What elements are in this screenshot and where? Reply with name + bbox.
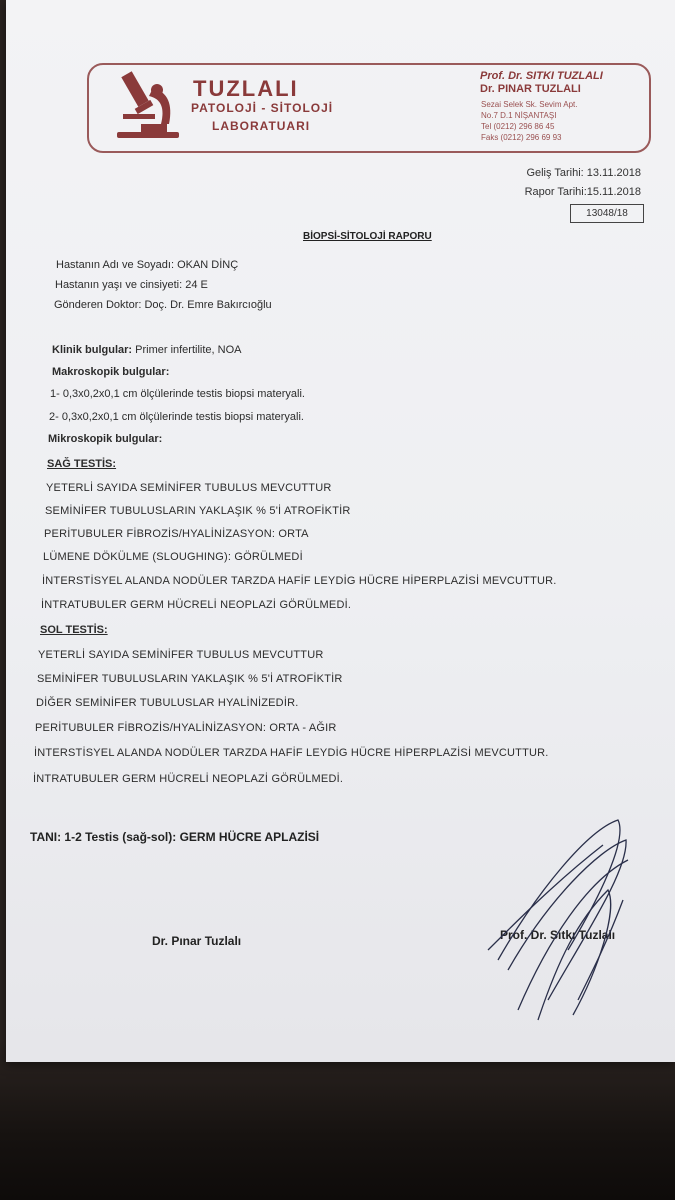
signature-name-right: Prof. Dr. Sıtkı Tuzlalı [500, 928, 616, 942]
lab-subtitle-2: LABORATUARI [212, 119, 311, 133]
patient-age-sex: Hastanın yaşı ve cinsiyeti: 24 E [55, 279, 208, 291]
left-finding: İNTRATUBULER GERM HÜCRELİ NEOPLAZİ GÖRÜLMEDİ. [33, 773, 344, 785]
left-finding: PERİTUBULER FİBROZİS/HYALİNİZASYON: ORTA - AĞIR [35, 722, 337, 734]
letterhead-doctor-2: Dr. PINAR TUZLALI [480, 83, 581, 95]
letterhead-doctor-1: Prof. Dr. SITKI TUZLALI [480, 70, 603, 82]
right-finding: SEMİNİFER TUBULUSLARIN YAKLAŞIK % 5'İ ATROFİKTİR [45, 505, 351, 517]
right-finding: İNTERSTİSYEL ALANDA NODÜLER TARZDA HAFİF LEYDİG HÜCRE HİPERPLAZİSİ MEVCUTTUR. [42, 575, 557, 587]
lab-subtitle: PATOLOJİ - SİTOLOJİ [191, 101, 334, 115]
patient-name: Hastanın Adı ve Soyadı: OKAN DİNÇ [56, 259, 239, 271]
report-date: Rapor Tarihi:15.11.2018 [524, 186, 641, 198]
right-finding: İNTRATUBULER GERM HÜCRELİ NEOPLAZİ GÖRÜLMEDİ. [41, 599, 352, 611]
address-line-1: Sezai Selek Sk. Sevim Apt. [481, 100, 578, 109]
macro-label: Makroskopik bulgular: [52, 366, 170, 378]
left-testis-heading: SOL TESTİS: [40, 624, 108, 636]
right-finding: LÜMENE DÖKÜLME (SLOUGHING): GÖRÜLMEDİ [43, 551, 303, 563]
right-finding: YETERLİ SAYIDA SEMİNİFER TUBULUS MEVCUTTUR [46, 482, 332, 494]
clinical-value: Primer infertilite, NOA [132, 344, 242, 356]
lab-brand-name: TUZLALI [193, 76, 299, 101]
signature-name-left: Dr. Pınar Tuzlalı [152, 934, 242, 948]
handwritten-signature [478, 800, 638, 1030]
table-surface [0, 1040, 675, 1200]
left-finding: İNTERSTİSYEL ALANDA NODÜLER TARZDA HAFİF LEYDİG HÜCRE HİPERPLAZİSİ MEVCUTTUR. [34, 747, 549, 759]
macro-item: 1- 0,3x0,2x0,1 cm ölçülerinde testis biopsi materyali. [50, 388, 305, 400]
report-number-box: 13048/18 [570, 204, 644, 223]
microscope-icon [113, 68, 183, 140]
macro-item: 2- 0,3x0,2x0,1 cm ölçülerinde testis biopsi materyali. [49, 411, 304, 423]
right-finding: PERİTUBULER FİBROZİS/HYALİNİZASYON: ORTA [44, 528, 309, 540]
clinical-label: Klinik bulgular: [52, 344, 133, 356]
right-testis-heading: SAĞ TESTİS: [47, 458, 117, 470]
clinical-findings [52, 344, 241, 356]
phone-line: Tel (0212) 296 86 45 [481, 122, 555, 131]
micro-label: Mikroskopik bulgular: [48, 433, 163, 445]
fax-line: Faks (0212) 296 69 93 [481, 133, 562, 142]
address-line-2: No.7 D.1 NİŞANTAŞI [481, 111, 557, 120]
arrival-date: Geliş Tarihi: 13.11.2018 [526, 167, 641, 179]
report-title: BİOPSİ-SİTOLOJİ RAPORU [303, 231, 432, 242]
left-finding: YETERLİ SAYIDA SEMİNİFER TUBULUS MEVCUTTUR [38, 649, 324, 661]
diagnosis: TANI: 1-2 Testis (sağ-sol): GERM HÜCRE APLAZİSİ [30, 830, 320, 844]
referring-doctor: Gönderen Doktor: Doç. Dr. Emre Bakırcıoğlu [54, 299, 272, 311]
left-finding: SEMİNİFER TUBULUSLARIN YAKLAŞIK % 5'İ ATROFİKTİR [37, 673, 343, 685]
left-finding: DİĞER SEMİNİFER TUBULUSLAR HYALİNİZEDİR. [36, 697, 299, 709]
